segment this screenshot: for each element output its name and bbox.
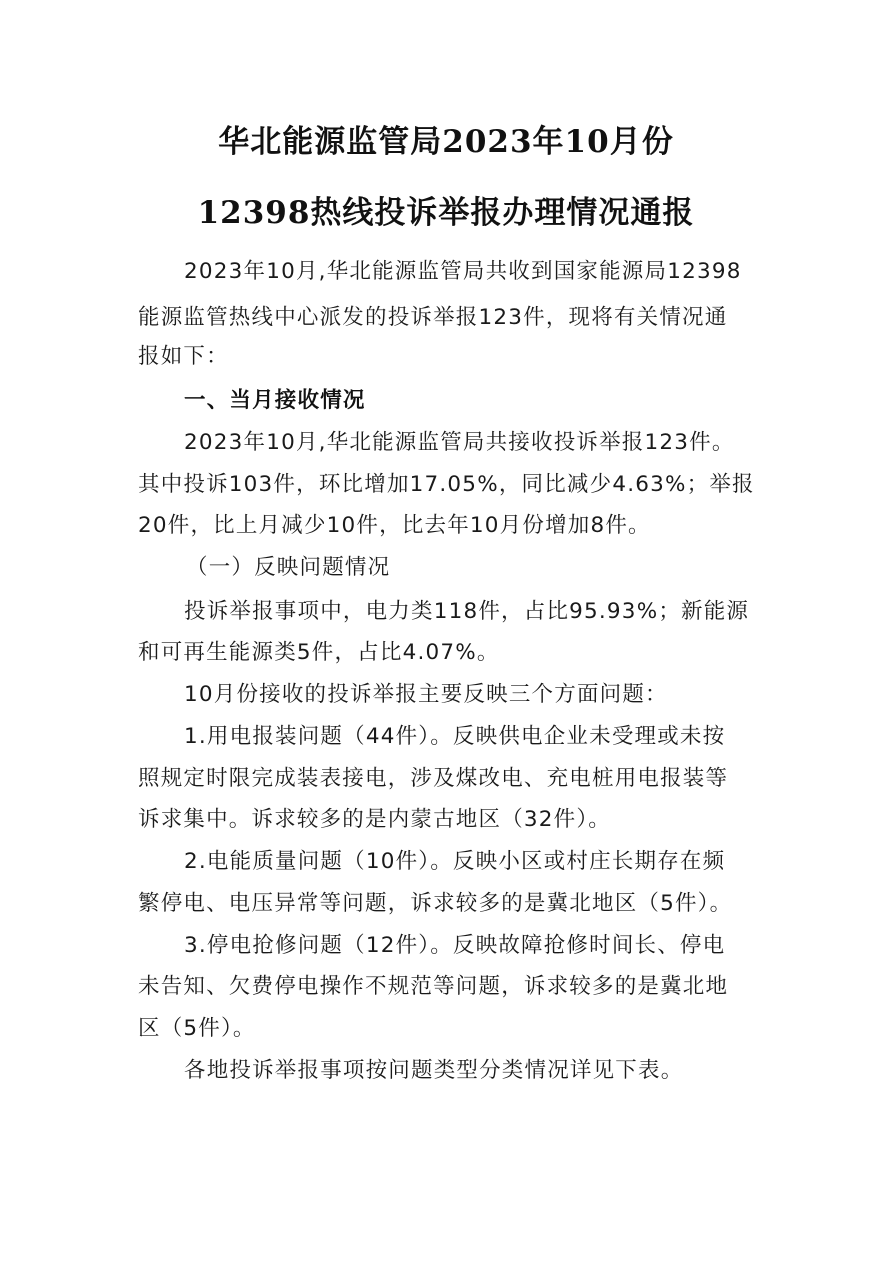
- intro-line-2: 能源监管热线中心派发的投诉举报123件，现将有关情况通: [138, 305, 728, 330]
- closing-line: 各地投诉举报事项按问题类型分类情况详见下表。: [184, 1058, 684, 1083]
- issue3-line-3: 区（5件）。: [138, 1016, 256, 1041]
- section-heading: 一、当月接收情况: [184, 388, 366, 413]
- issue1-line-2: 照规定时限完成装表接电，涉及煤改电、充电桩用电报装等: [138, 766, 729, 791]
- intro-line-1: 2023年10月,华北能源监管局共收到国家能源局12398: [184, 259, 742, 284]
- document-title-line-2: 12398热线投诉举报办理情况通报: [197, 195, 695, 231]
- intro-line-3: 报如下：: [138, 344, 229, 369]
- section1-line-1: 2023年10月,华北能源监管局共接收投诉举报123件。: [184, 430, 735, 455]
- issue2-line-2: 繁停电、电压异常等问题，诉求较多的是冀北地区（5件）。: [138, 891, 733, 916]
- section1-line-2: 其中投诉103件，环比增加17.05%，同比减少4.63%；举报: [138, 472, 755, 497]
- issue1-line-1: 1.用电报装问题（44件）。反映供电企业未受理或未按: [184, 724, 726, 749]
- issue2-line-1: 2.电能质量问题（10件）。反映小区或村庄长期存在频: [184, 849, 726, 874]
- issues-intro-line: 10月份接收的投诉举报主要反映三个方面问题：: [184, 682, 668, 707]
- section1-line-3: 20件，比上月减少10件，比去年10月份增加8件。: [138, 513, 651, 538]
- subsection-heading: （一）反映问题情况: [186, 555, 391, 580]
- subsection1-line-1: 投诉举报事项中，电力类118件，占比95.93%；新能源: [184, 599, 750, 624]
- subsection1-line-2: 和可再生能源类5件，占比4.07%。: [138, 640, 500, 665]
- issue3-line-2: 未告知、欠费停电操作不规范等问题，诉求较多的是冀北地: [138, 974, 729, 999]
- issue3-line-1: 3.停电抢修问题（12件）。反映故障抢修时间长、停电: [184, 933, 726, 958]
- issue1-line-3: 诉求集中。诉求较多的是内蒙古地区（32件）。: [138, 807, 612, 832]
- document-title-line-1: 华北能源监管局2023年10月份: [218, 124, 674, 160]
